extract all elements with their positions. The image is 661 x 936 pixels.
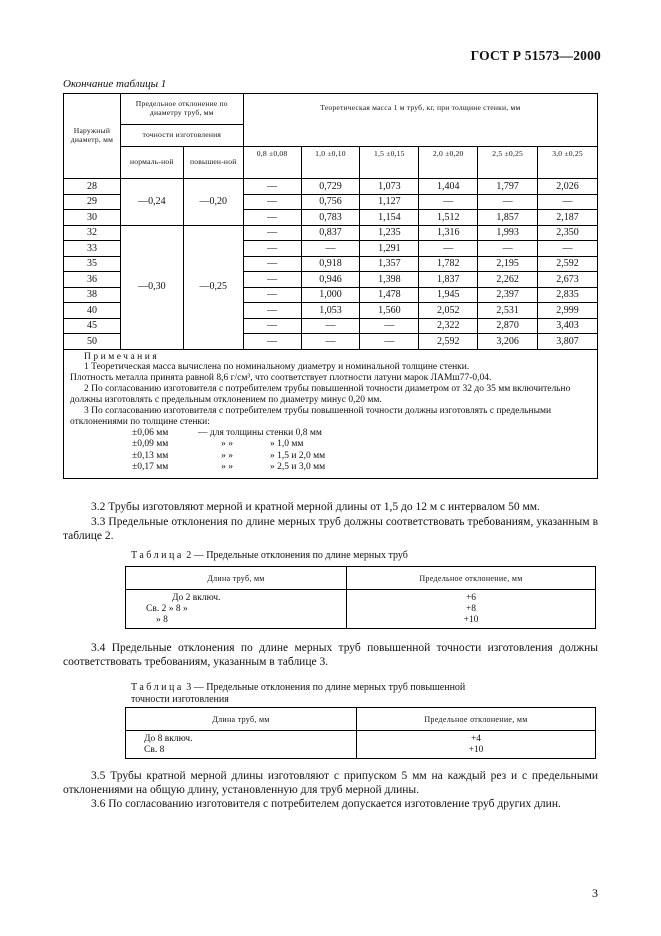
- mass-cell: 2,350: [538, 225, 598, 241]
- mass-cell: 0,918: [301, 256, 360, 272]
- mass-cell: 2,870: [478, 318, 538, 334]
- note-2: 2 По согласованию изготовителя с потребителем трубы повышенной точности диаметром от 32 до 35 мм включительно должны изготовлять с предельным отклонением по диаметру минус 0,20 мм.: [70, 384, 571, 406]
- header-thickness: 0,8 ±0,08: [243, 139, 301, 171]
- table2-length-value: До 2 включ.: [172, 593, 221, 603]
- mass-cell: 3,807: [538, 334, 598, 350]
- mass-cell: —: [419, 194, 478, 210]
- normal-deviation-cell: —0,30: [120, 225, 183, 349]
- header-normal: нормаль-ной: [120, 147, 183, 179]
- mass-cell: 2,835: [538, 287, 598, 303]
- increased-deviation-cell: —0,20: [183, 179, 243, 226]
- table2-deviation-value: +6: [465, 593, 477, 603]
- mass-cell: 2,673: [538, 272, 598, 288]
- table3-header-length: Длина труб, мм: [126, 708, 357, 731]
- mass-cell: —: [419, 241, 478, 257]
- mass-cell: 1,993: [478, 225, 538, 241]
- mass-cell: —: [243, 303, 301, 319]
- mass-cell: —: [538, 241, 598, 257]
- table3-deviation-cell: [357, 731, 596, 759]
- mass-cell: 2,999: [538, 303, 598, 319]
- mass-cell: 3,403: [538, 318, 598, 334]
- mass-cell: 1,404: [419, 179, 478, 195]
- page-number: 3: [592, 886, 598, 900]
- mass-cell: 1,127: [360, 194, 419, 210]
- table2-deviation-value: +10: [463, 615, 479, 625]
- mass-cell: —: [243, 179, 301, 195]
- table2-caption: Таблица 2 — Предельные отклонения по длине мерных труб: [131, 550, 408, 561]
- table2-deviation-cell: [347, 590, 596, 629]
- diameter-cell: 36: [64, 272, 121, 288]
- mass-cell: 1,945: [419, 287, 478, 303]
- paragraph-3-3: 3.3 Предельные отклонения по длине мерных труб должны соответствовать требованиям, указанным в таблице 2.: [63, 516, 598, 542]
- mass-cell: 0,729: [301, 179, 360, 195]
- mass-cell: —: [243, 318, 301, 334]
- diameter-cell: 45: [64, 318, 121, 334]
- mass-cell: 0,783: [301, 210, 360, 226]
- header-increased: повышен-ной: [183, 147, 243, 179]
- mass-cell: —: [243, 194, 301, 210]
- mass-cell: 1,053: [301, 303, 360, 319]
- diameter-cell: 29: [64, 194, 121, 210]
- note-1-density: Плотность металла принята равной 8,6 г/см³, что соответствует плотности латуни марок ЛАМш77-0,04.: [70, 373, 492, 384]
- mass-cell: 1,073: [360, 179, 419, 195]
- mass-cell: 1,478: [360, 287, 419, 303]
- tolerance-row: ±0,06 мм — для толщины стенки 0,8 мм: [132, 427, 322, 438]
- table3-caption: Таблица 3 — Предельные отклонения по длине мерных труб повышенной точности изготовления: [131, 682, 466, 705]
- mass-cell: —: [360, 334, 419, 350]
- header-thickness: 2,5 ±0,25: [478, 139, 538, 171]
- mass-cell: —: [301, 241, 360, 257]
- increased-deviation-cell: —0,25: [183, 225, 243, 349]
- mass-cell: 1,357: [360, 256, 419, 272]
- mass-cell: 1,512: [419, 210, 478, 226]
- table1-caption: Окончание таблицы 1: [63, 78, 167, 90]
- mass-cell: —: [243, 225, 301, 241]
- mass-cell: 1,316: [419, 225, 478, 241]
- paragraph-3-5: 3.5 Трубы кратной мерной длины изготовляют с припуском 5 мм на каждый рез и с предельными отклонениями на общую длину, установленную для труб мерной длины.: [63, 770, 598, 796]
- mass-cell: 2,531: [478, 303, 538, 319]
- diameter-cell: 35: [64, 256, 121, 272]
- diameter-cell: 28: [64, 179, 121, 195]
- table-row: [64, 179, 598, 195]
- header-accuracy: точности изготовления: [120, 125, 243, 147]
- mass-cell: 1,837: [419, 272, 478, 288]
- normal-deviation-cell: —0,24: [120, 179, 183, 226]
- table3-header-deviation: Предельное отклонение, мм: [357, 708, 596, 731]
- mass-cell: 2,592: [538, 256, 598, 272]
- table2-deviation-value: +8: [465, 604, 477, 614]
- tolerance-row: ±0,09 мм » » » 1,0 мм: [132, 439, 304, 450]
- mass-cell: 2,397: [478, 287, 538, 303]
- header-thickness: 3,0 ±0,25: [538, 139, 598, 171]
- mass-cell: 1,154: [360, 210, 419, 226]
- diameter-cell: 33: [64, 241, 121, 257]
- tolerance-row: ±0,13 мм » » » 1,5 и 2,0 мм: [132, 450, 326, 461]
- mass-cell: 1,782: [419, 256, 478, 272]
- mass-cell: —: [301, 318, 360, 334]
- mass-cell: —: [478, 194, 538, 210]
- paragraph-3-4: 3.4 Предельные отклонения по длине мерных труб повышенной точности изготовления должны соответствовать требованиям, указанным в таблице 3.: [63, 642, 598, 668]
- mass-cell: 2,322: [419, 318, 478, 334]
- header-thickness: 2,0 ±0,20: [419, 139, 478, 171]
- table1: [63, 93, 598, 479]
- paragraph-3-6: 3.6 По согласованию изготовителя с потребителем допускается изготовление труб других длин.: [91, 798, 561, 810]
- mass-cell: —: [301, 334, 360, 350]
- mass-cell: 1,235: [360, 225, 419, 241]
- paragraph-3-2: 3.2 Трубы изготовляют мерной и кратной мерной длины от 1,5 до 12 м с интервалом 50 мм.: [91, 501, 540, 513]
- note-1: 1 Теоретическая масса вычислена по номинальному диаметру и номинальной толщине стенки.: [84, 362, 470, 373]
- table3-deviation-value: +4: [470, 734, 482, 744]
- mass-cell: 1,000: [301, 287, 360, 303]
- mass-cell: 0,756: [301, 194, 360, 210]
- table2: [125, 566, 596, 629]
- table3-length-cell: [126, 731, 357, 759]
- table1-notes: [64, 349, 598, 478]
- diameter-cell: 50: [64, 334, 121, 350]
- mass-cell: —: [360, 318, 419, 334]
- mass-cell: —: [243, 287, 301, 303]
- mass-cell: —: [243, 272, 301, 288]
- tolerance-row: ±0,17 мм » » » 2,5 и 3,0 мм: [132, 462, 326, 473]
- mass-cell: 2,592: [419, 334, 478, 350]
- table2-length-cell: [126, 590, 347, 629]
- diameter-cell: 38: [64, 287, 121, 303]
- mass-cell: 1,291: [360, 241, 419, 257]
- header-deviation: Предельное отклонение по диаметру труб, мм: [120, 94, 243, 125]
- header-mass: Теоретическая масса 1 м труб, кг, при толщине стенки, мм: [243, 94, 597, 147]
- mass-cell: 1,560: [360, 303, 419, 319]
- header-thickness: 1,5 ±0,15: [360, 139, 419, 171]
- notes-title: Примечания: [84, 351, 160, 362]
- mass-cell: 1,797: [478, 179, 538, 195]
- header-diameter: Наружный диаметр, мм: [64, 94, 121, 179]
- mass-cell: 0,837: [301, 225, 360, 241]
- mass-cell: 1,857: [478, 210, 538, 226]
- mass-cell: 3,206: [478, 334, 538, 350]
- mass-cell: —: [243, 241, 301, 257]
- mass-cell: —: [243, 256, 301, 272]
- mass-cell: —: [478, 241, 538, 257]
- table3-length-value: До 8 включ.: [144, 734, 193, 744]
- mass-cell: —: [243, 334, 301, 350]
- table2-length-value: Св. 2 » 8 »: [146, 604, 188, 614]
- note-3: 3 По согласованию изготовителя с потребителем трубы повышенной точности должны изготовлять с предельными отклонениями по толщине стенки:: [70, 406, 552, 428]
- table-row: [64, 225, 598, 241]
- diameter-cell: 30: [64, 210, 121, 226]
- mass-cell: —: [243, 210, 301, 226]
- mass-cell: 2,195: [478, 256, 538, 272]
- table3-length-value: Св. 8: [144, 745, 165, 755]
- table2-header-length: Длина труб, мм: [126, 567, 347, 590]
- header-thickness: 1,0 ±0,10: [301, 139, 360, 171]
- diameter-cell: 32: [64, 225, 121, 241]
- mass-cell: 2,262: [478, 272, 538, 288]
- diameter-cell: 40: [64, 303, 121, 319]
- mass-cell: 1,398: [360, 272, 419, 288]
- mass-cell: 2,187: [538, 210, 598, 226]
- document-code: ГОСТ Р 51573—2000: [470, 48, 601, 63]
- table3-deviation-value: +10: [468, 745, 484, 755]
- mass-cell: —: [538, 194, 598, 210]
- table2-length-value: » 8: [156, 615, 168, 625]
- table2-header-deviation: Предельное отклонение, мм: [347, 567, 596, 590]
- mass-cell: 2,026: [538, 179, 598, 195]
- mass-cell: 2,052: [419, 303, 478, 319]
- mass-cell: 0,946: [301, 272, 360, 288]
- table3: [125, 707, 596, 759]
